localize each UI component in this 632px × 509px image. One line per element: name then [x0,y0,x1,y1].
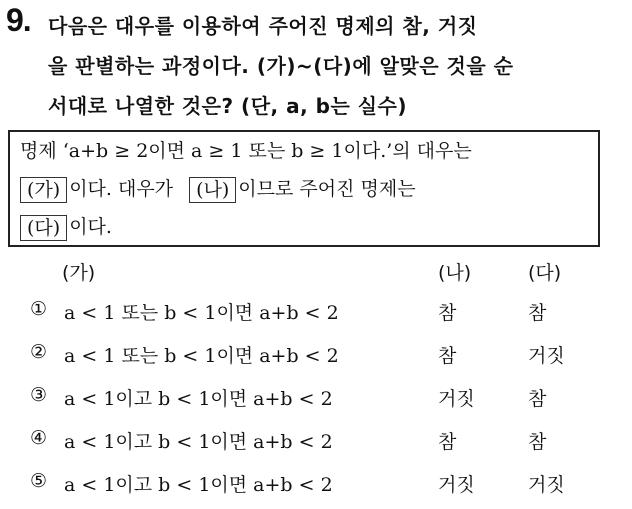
option-na: 참 [438,431,457,453]
blank-da: (다) [20,215,67,241]
option-ga: a < 1 또는 b < 1이면 a+b < 2 [64,345,339,367]
option-ga: a < 1이고 b < 1이면 a+b < 2 [64,431,333,453]
box-line-3 [20,212,112,241]
box-line-3-end: 이다. [69,216,112,238]
answer-option-1[interactable] [30,298,610,328]
box-line-1: 명제 ‘a+b ≥ 2이면 a ≥ 1 또는 b ≥ 1이다.’의 대우는 [20,140,472,162]
answer-option-3[interactable] [30,384,610,414]
option-number: ③ [30,384,48,406]
column-header-na: (나) [438,262,472,284]
proposition-box [8,130,600,247]
option-da: 거짓 [528,474,565,496]
option-number: ⑤ [30,470,48,492]
answer-option-5[interactable] [30,470,610,500]
blank-na: (나) [189,177,236,203]
option-na: 거짓 [438,388,475,410]
option-ga: a < 1이고 b < 1이면 a+b < 2 [64,388,333,410]
option-da: 참 [528,388,547,410]
box-line-2-end: 이므로 주어진 명제는 [238,178,416,200]
question-number: 9. [6,2,31,38]
option-da: 참 [528,431,547,453]
option-na: 참 [438,345,457,367]
option-number: ① [30,298,48,320]
column-header-da: (다) [528,262,562,284]
question-text-line-1: 다음은 대우를 이용하여 주어진 명제의 참, 거짓 [48,14,478,38]
answer-option-4[interactable] [30,427,610,457]
option-da: 거짓 [528,345,565,367]
question-text-line-3: 서대로 나열한 것은? (단, a, b는 실수) [48,94,408,118]
box-line-2-mid: 이다. 대우가 [69,178,174,200]
option-ga: a < 1이고 b < 1이면 a+b < 2 [64,474,333,496]
column-header-ga: (가) [62,262,96,284]
option-number: ② [30,341,48,363]
option-na: 거짓 [438,474,475,496]
box-line-2 [20,174,416,203]
option-da: 참 [528,302,547,324]
answer-option-2[interactable] [30,341,610,371]
question-text-line-2: 을 판별하는 과정이다. (가)~(다)에 알맞은 것을 순 [48,54,514,78]
blank-ga: (가) [20,177,67,203]
option-na: 참 [438,302,457,324]
option-ga: a < 1 또는 b < 1이면 a+b < 2 [64,302,339,324]
option-number: ④ [30,427,48,449]
